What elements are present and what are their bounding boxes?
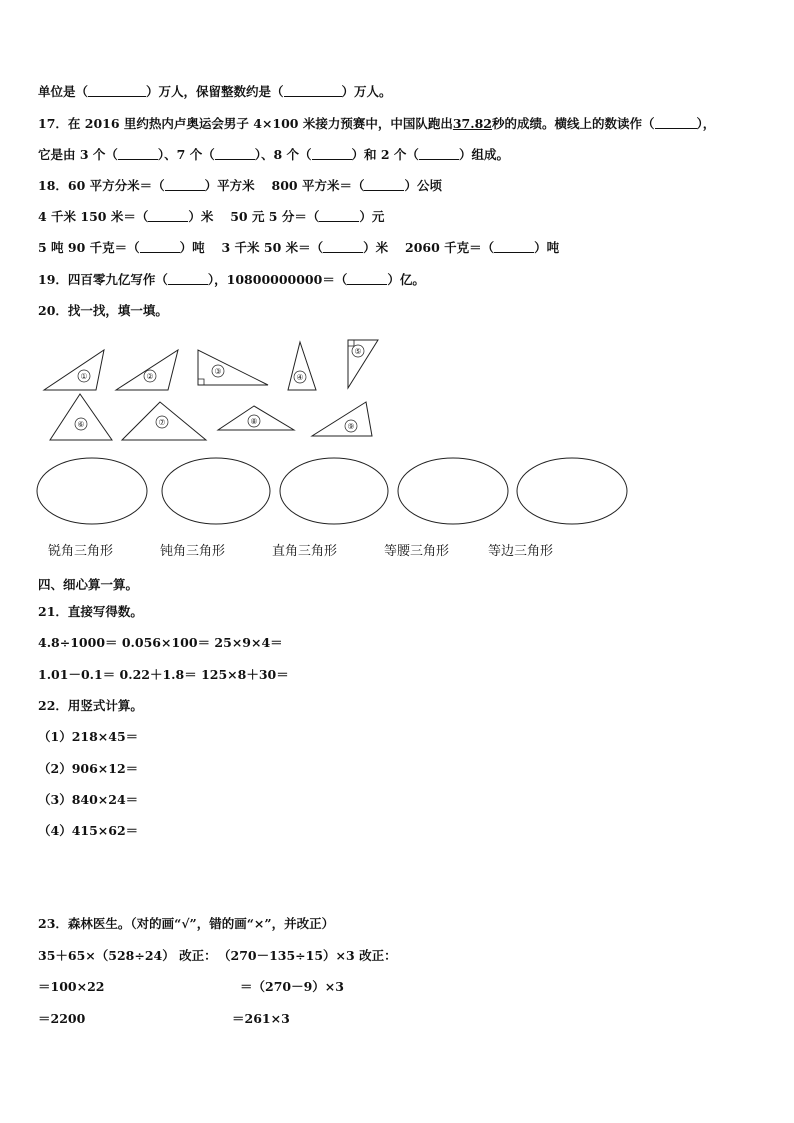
triangle-8[interactable] [218,406,294,430]
q17-blank-4[interactable] [419,147,459,160]
q18-text-a: 18．60 平方分米＝（ [38,178,165,193]
q20-title: 20．找一找，填一填。 [38,303,168,318]
q18-text-g: 5 吨 90 千克＝（ [38,240,140,255]
q23-left-line-1: 35＋65×（528÷24） 改正： [38,948,217,963]
q19-blank-1[interactable] [168,272,208,285]
q17-text-b: 秒的成绩。横线上的数读作（ [492,116,655,131]
triangle-3[interactable] [198,350,268,385]
category-right: 直角三角形 [272,544,338,559]
q17-underlined-number: 37.82 [452,116,493,131]
triangle-8-label: ⑧ [250,417,258,426]
q17-text-e: ）、7 个（ [157,147,215,162]
q19-text-c: ）亿。 [387,272,425,287]
q18-text-j: ）吨 [534,240,560,255]
q18-line-3 [38,240,559,256]
category-equilateral: 等边三角形 [488,544,554,559]
q18-blank-5[interactable] [140,240,180,253]
sorting-oval-2[interactable] [162,458,270,524]
triangle-5-label: ⑤ [354,347,362,356]
q19-blank-2[interactable] [347,272,387,285]
q16-text-c: ）万人。 [341,84,392,99]
q18-text-b: ）平方米 800 平方米＝（ [204,178,365,193]
q18-blank-3[interactable] [148,209,188,222]
section-4-heading: 四、细心算一算。 [38,577,139,592]
q18-blank-7[interactable] [494,240,534,253]
q18-blank-1[interactable] [165,178,205,191]
triangle-2[interactable] [116,350,178,390]
triangle-6-label: ⑥ [77,420,85,429]
q23-left-line-3: ＝2200 [38,1011,86,1026]
sorting-oval-5[interactable] [517,458,627,524]
q19-text-a: 19．四百零九亿写作（ [38,272,168,287]
q17-line-1 [38,116,715,132]
sorting-oval-3[interactable] [280,458,388,524]
q21-row-1: 4.8÷1000＝ 0.056×100＝ 25×9×4＝ [38,635,283,650]
q16-text-b: ）万人，保留整数约是（ [146,84,284,99]
sorting-oval-4[interactable] [398,458,508,524]
q23-right-line-2: ＝（270－9）×3 [240,979,344,994]
q23-right-line-1: （270－135÷15）×3 改正： [218,948,397,963]
q19-line [38,272,425,288]
q17-blank-read[interactable] [655,116,697,129]
sorting-oval-1[interactable] [37,458,147,524]
q16-text-a: 单位是（ [38,84,89,99]
category-acute: 锐角三角形 [48,544,114,559]
triangle-2-label: ② [146,372,154,381]
triangle-4-label: ④ [296,373,304,382]
q17-text-g: ）和 2 个（ [351,147,419,162]
triangle-3-label: ③ [214,367,222,376]
triangle-4[interactable] [288,342,316,390]
q22-item-2: （2）906×12＝ [38,761,139,776]
q16-blank-2[interactable] [284,84,342,97]
q21-title: 21．直接写得数。 [38,604,143,619]
q17-text-c: ）， [696,116,716,131]
triangle-7-label: ⑦ [158,418,166,427]
q22-item-4: （4）415×62＝ [38,823,139,838]
q22-item-1: （1）218×45＝ [38,729,139,744]
q17-blank-1[interactable] [118,147,158,160]
triangle-9-label: ⑨ [347,422,355,431]
q23-right-line-3: ＝261×3 [232,1011,290,1026]
q18-blank-4[interactable] [319,209,359,222]
q18-text-d: 4 千米 150 米＝（ [38,209,149,224]
triangle-1-label: ① [80,372,88,381]
triangle-6[interactable] [50,394,112,440]
triangle-9[interactable] [312,402,372,436]
category-isosceles: 等腰三角形 [384,544,450,559]
q16-line [38,84,392,100]
q22-item-3: （3）840×24＝ [38,792,139,807]
q17-text-d: 它是由 3 个（ [38,147,118,162]
q18-text-c: ）公顷 [404,178,442,193]
q17-line-2 [38,147,509,163]
q18-text-i: ）米 2060 千克＝（ [363,240,495,255]
q19-text-b: ），10800000000＝（ [207,272,348,287]
q18-text-f: ）元 [359,209,385,224]
q18-text-h: ）吨 3 千米 50 米＝（ [179,240,324,255]
q17-text-f: ）、8 个（ [254,147,312,162]
q18-line-1 [38,178,442,194]
q17-text-a: 17．在 2016 里约热内卢奥运会男子 4×100 米接力预赛中，中国队跑出 [38,116,453,131]
triangle-1[interactable] [44,350,104,390]
triangle-5[interactable] [348,340,378,388]
q18-text-e: ）米 50 元 5 分＝（ [188,209,320,224]
q23-left-line-2: ＝100×22 [38,979,105,994]
q17-blank-3[interactable] [312,147,352,160]
category-obtuse: 钝角三角形 [160,544,226,559]
q18-blank-2[interactable] [364,178,404,191]
q18-line-2 [38,209,384,225]
q17-text-h: ）组成。 [458,147,509,162]
triangle-figure [0,330,794,560]
q16-blank-1[interactable] [88,84,146,97]
q23-title: 23．森林医生。（对的画“√”，错的画“×”，并改正） [38,916,335,931]
q22-title: 22．用竖式计算。 [38,698,143,713]
q17-blank-2[interactable] [215,147,255,160]
q18-blank-6[interactable] [323,240,363,253]
triangle-7[interactable] [122,402,206,440]
q21-row-2: 1.01－0.1＝ 0.22＋1.8＝ 125×8＋30＝ [38,667,289,682]
